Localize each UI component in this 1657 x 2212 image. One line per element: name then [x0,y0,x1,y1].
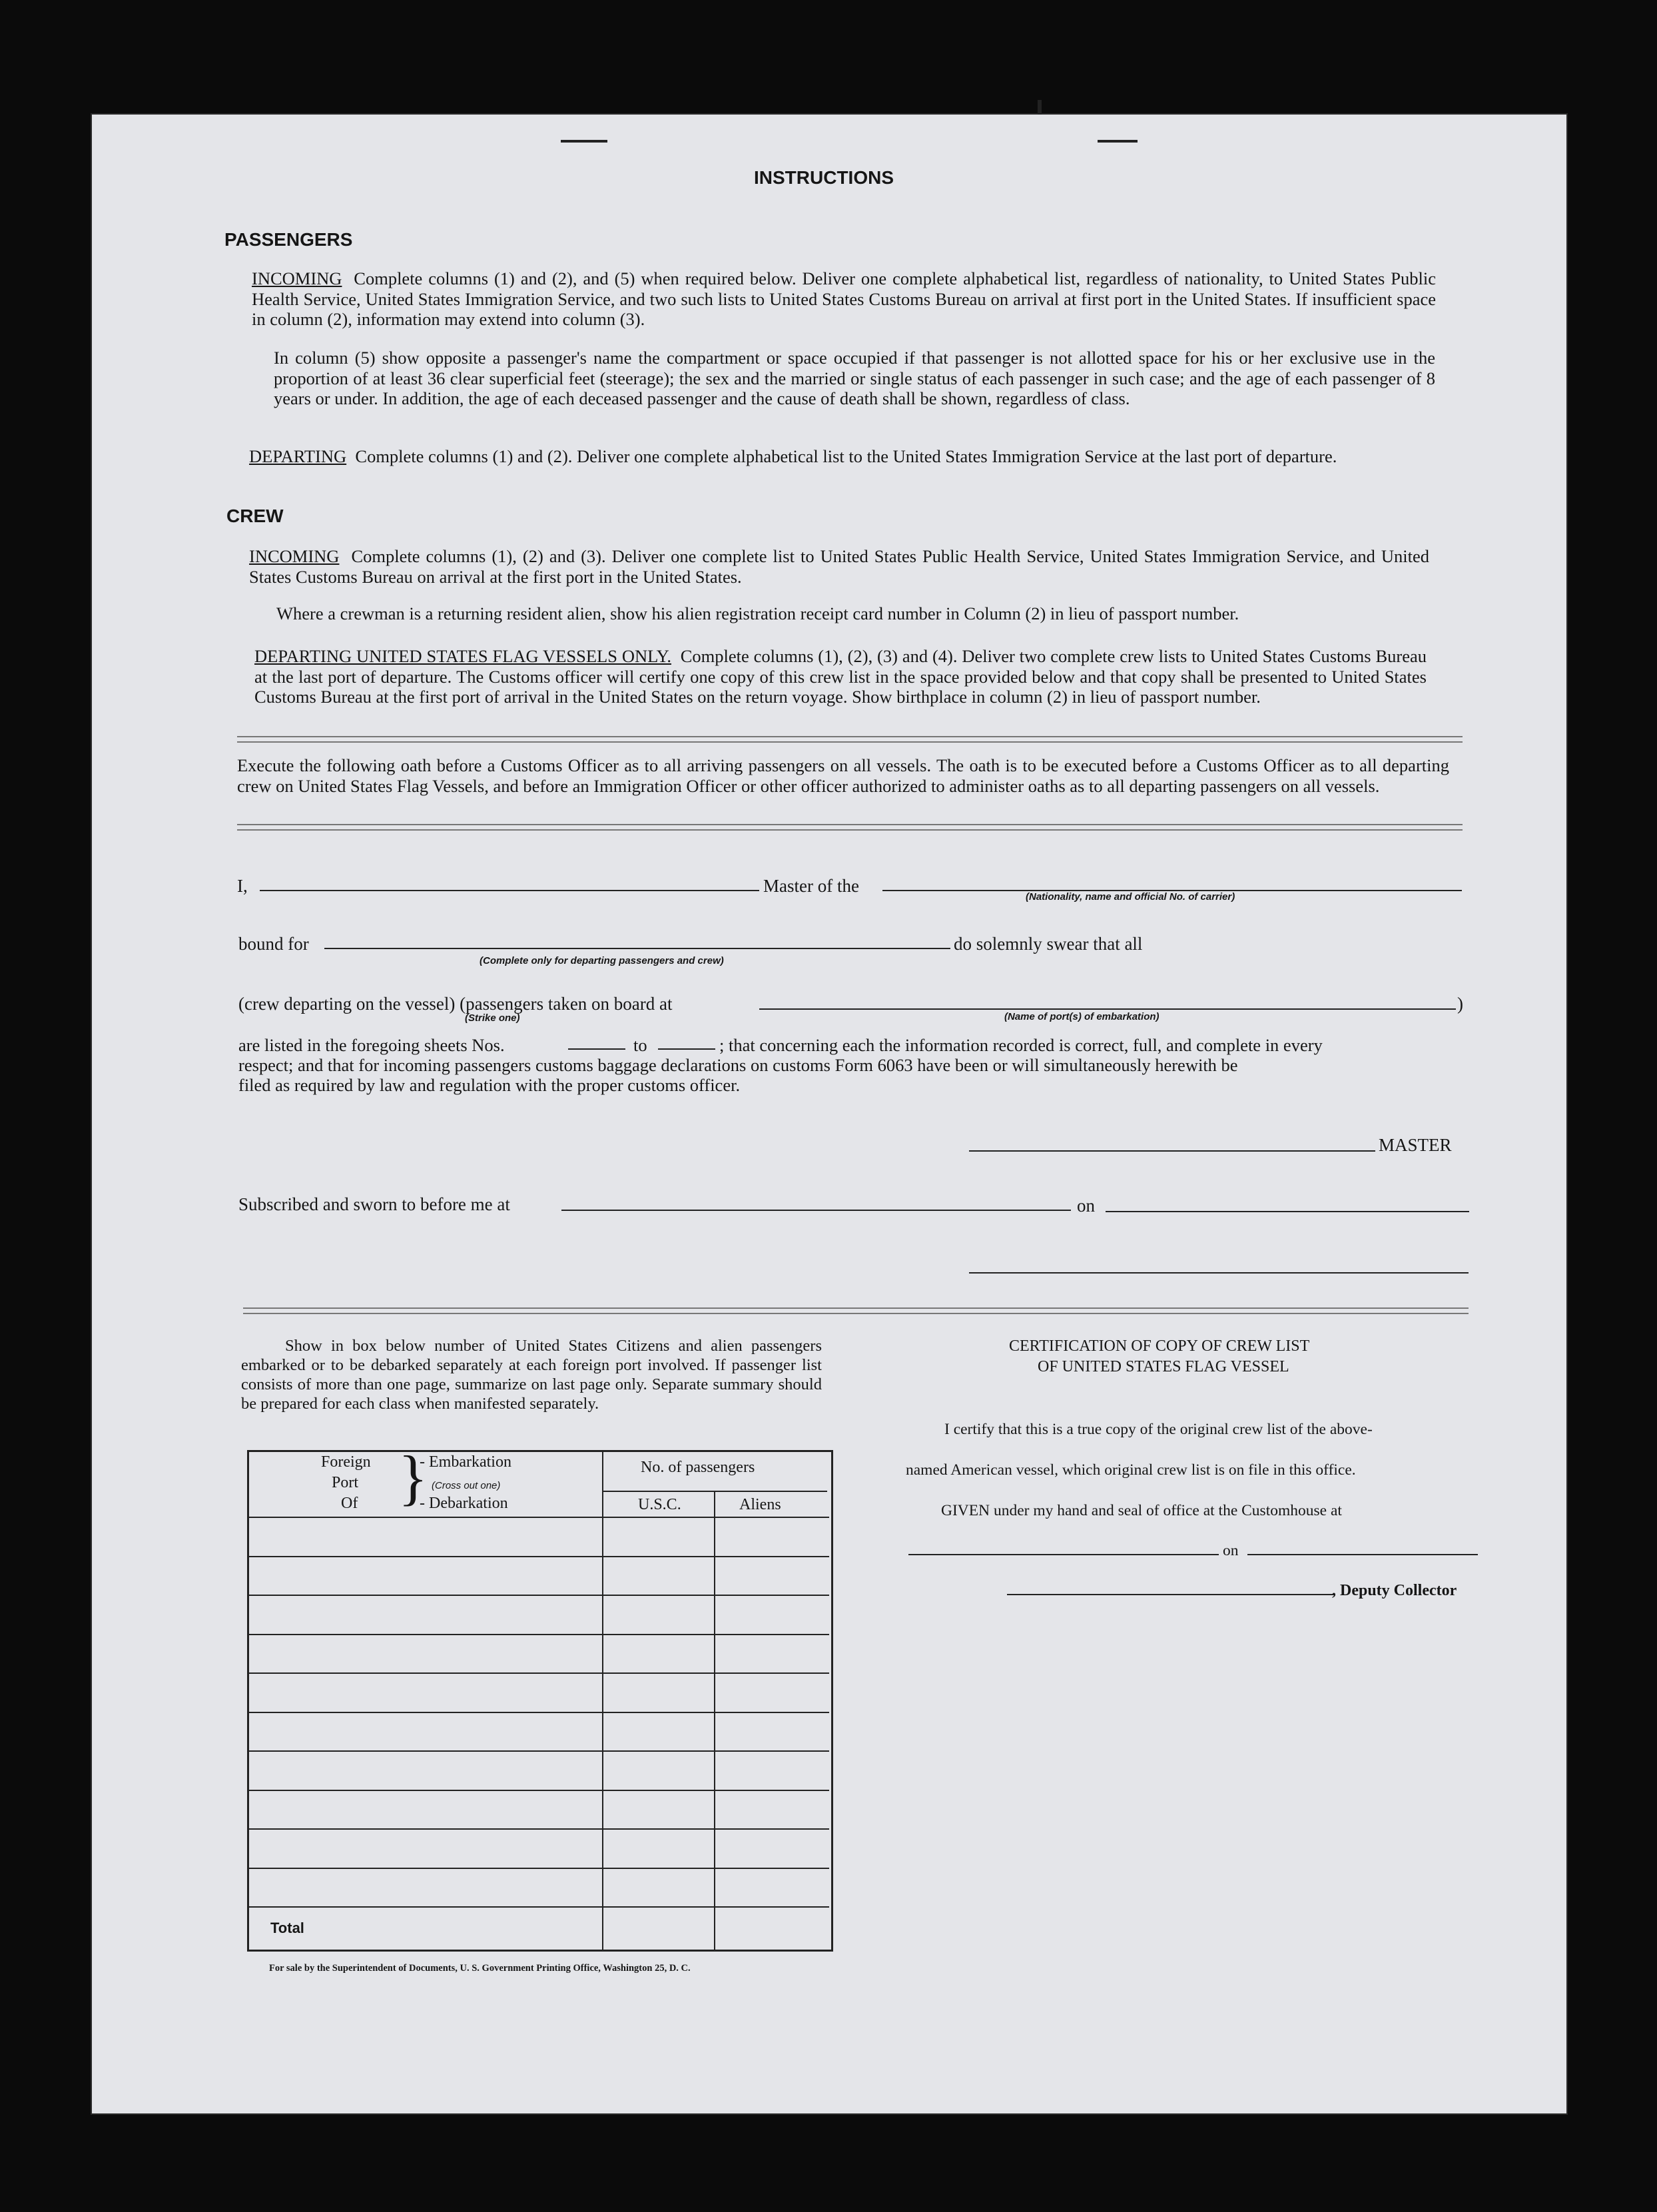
table-row-line [247,1672,829,1674]
passengers-departing-paragraph [249,446,1436,467]
listed-line2: respect; and that for incoming passengers customs baggage declarations on customs Form 6063 have been or will simultaneously herewith be [238,1055,1238,1075]
table-row-line [247,1868,829,1869]
table-foreign-label: Foreign [321,1453,371,1471]
crew-incoming-label: INCOMING [249,546,340,566]
listed-line3: filed as required by law and regulation with the proper customs officer. [238,1075,741,1095]
master-name-field[interactable] [260,890,759,891]
listed-rest: ; that concerning each the information recorded is correct, full, and complete in every [719,1035,1323,1055]
listed-start: are listed in the foregoing sheets Nos. [238,1035,505,1055]
bound-for-field[interactable] [324,948,950,949]
separator [243,1307,1469,1314]
certification-date-field[interactable] [1247,1554,1478,1555]
crew-departing-paragraph [254,646,1427,707]
table-divider [714,1491,715,1950]
master-signature-field[interactable] [969,1150,1375,1152]
crew-incoming-text: Complete columns (1), (2) and (3). Deliver one complete list to United States Public Health Service, United States Immigration Service, and United States Customs Bureau on arrival at the first port in the United States. [249,546,1430,587]
crew-incoming-paragraph [249,546,1429,587]
close-paren: ) [1457,994,1463,1014]
table-row-line [247,1634,829,1635]
swear-text: do solemnly swear that all [954,934,1143,954]
deputy-collector-label: , Deputy Collector [1332,1582,1457,1599]
table-usc-header: U.S.C. [638,1496,681,1513]
officer-signature-field[interactable] [969,1272,1469,1274]
table-row-line [247,1556,829,1557]
instructions-title: INSTRUCTIONS [754,167,894,188]
table-divider [602,1450,603,1950]
table-divider [247,1517,829,1518]
sworn-place-field[interactable] [561,1210,1071,1211]
customhouse-field[interactable] [908,1554,1219,1555]
table-total-label: Total [270,1920,304,1936]
table-embarkation-label: - Embarkation [420,1453,511,1471]
certification-line2: named American vessel, which original crew list is on file in this office. [906,1461,1356,1479]
certification-on-label: on [1223,1542,1239,1559]
certification-title-line1: CERTIFICATION OF COPY OF CREW LIST [1009,1337,1310,1355]
to-label: to [633,1035,647,1055]
table-debarkation-label: - Debarkation [420,1495,508,1512]
table-aliens-header: Aliens [739,1496,781,1513]
crew-heading: CREW [226,506,284,526]
subscribed-label: Subscribed and sworn to before me at [238,1194,510,1214]
carrier-caption: (Nationality, name and official No. of carrier) [1026,891,1235,903]
passengers-incoming-text: Complete columns (1) and (2), and (5) when required below. Deliver one complete alphabetical list, regardless of nationality, to United States Public Health Service, United States Immigration Service, and two such lists to United States Customs Bureau on arrival at first port in the United States. If insufficient space in column (2), information may extend into column (3). [252,268,1437,329]
table-row-line [247,1750,829,1752]
master-label: MASTER [1379,1135,1452,1155]
passengers-departing-text: Complete columns (1) and (2). Deliver one complete alphabetical list to the United States Immigration Service at the last port of departure. [355,446,1337,466]
certification-line1: I certify that this is a true copy of the original crew list of the above- [944,1421,1373,1438]
crew-passengers-label: (crew departing on the vessel) (passengers taken on board at [238,994,673,1014]
table-no-of-passengers: No. of passengers [641,1459,755,1476]
crew-departing-text: Complete columns (1), (2), (3) and (4). Deliver two complete crew lists to United States Customs Bureau at the last port of departure. The Customs officer will certify one copy of this crew list in the space provided below and that copy shall be presented to United States Customs Bureau at the first port of arrival in the United States on the return voyage. Show birthplace in column (2) in lieu of passport number. [254,646,1427,707]
scan-mark [1038,100,1042,115]
embarkation-ports-field[interactable] [759,1008,1456,1010]
crew-departing-label: DEPARTING UNITED STATES FLAG VESSELS ONLY. [254,646,671,666]
sworn-on-label: on [1077,1196,1095,1216]
oath-i-label: I, [237,876,248,896]
strike-one-caption: (Strike one) [465,1012,520,1024]
brace-icon: } [398,1443,428,1511]
table-divider [602,1491,827,1492]
ports-caption: (Name of port(s) of embarkation) [1004,1011,1160,1022]
master-of-the-label: Master of the [763,876,859,896]
table-row-line [247,1595,829,1596]
table-of-label: Of [341,1495,358,1512]
passengers-incoming-paragraph [252,268,1436,330]
passengers-heading: PASSENGERS [224,229,353,250]
scan-mark [561,140,607,143]
sworn-date-field[interactable] [1106,1211,1469,1212]
sheet-to-field[interactable] [658,1048,715,1050]
separator [237,736,1463,743]
bound-for-label: bound for [238,934,309,954]
oath-intro: Execute the following oath before a Customs Officer as to all arriving passengers on all vessels. The oath is to be executed before a Customs Officer as to all departing crew on United States Flag Vessels, and before an Immigration Officer or other officer authorized to administer oaths as to all departing passengers on all vessels. [237,755,1449,796]
summary-intro: Show in box below number of United States Citizens and alien passengers embarked or to be debarked separately at each foreign port involved. If passenger list consists of more than one page, summarize on last page only. Separate summary should be prepared for each class when manifested separately. [241,1337,822,1413]
table-row-line [247,1712,829,1713]
table-row-line [247,1906,829,1908]
passengers-column5-paragraph: In column (5) show opposite a passenger's name the compartment or space occupied if that passenger is not allotted space for his or her exclusive use in the proportion of at least 36 clear superficial feet (steerage); the sex and the married or single status of each passenger in such case; and the age of each passenger of 8 years or under. In addition, the age of each deceased passenger and the cause of death shall be shown, regardless of class. [274,348,1435,408]
certification-title-line2: OF UNITED STATES FLAG VESSEL [1038,1358,1289,1375]
passenger-summary-table [247,1450,833,1952]
gpo-footer: For sale by the Superintendent of Documents, U. S. Government Printing Office, Washington 25, D. C. [269,1963,691,1974]
deputy-collector-signature-field[interactable] [1007,1594,1333,1595]
separator [237,824,1463,831]
table-port-label: Port [332,1474,359,1491]
passengers-departing-label: DEPARTING [249,446,347,466]
table-row-line [247,1790,829,1791]
table-row-line [247,1828,829,1830]
sheet-from-field[interactable] [568,1048,625,1050]
passengers-incoming-label: INCOMING [252,268,342,288]
crew-resident-text: Where a crewman is a returning resident alien, show his alien registration receipt card number in Column (2) in lieu of passport number. [276,603,1239,623]
scan-mark [1098,140,1138,143]
bound-for-caption: (Complete only for departing passengers and crew) [480,955,724,966]
certification-line3: GIVEN under my hand and seal of office at the Customhouse at [941,1502,1342,1519]
table-cross-out: (Cross out one) [432,1480,501,1491]
